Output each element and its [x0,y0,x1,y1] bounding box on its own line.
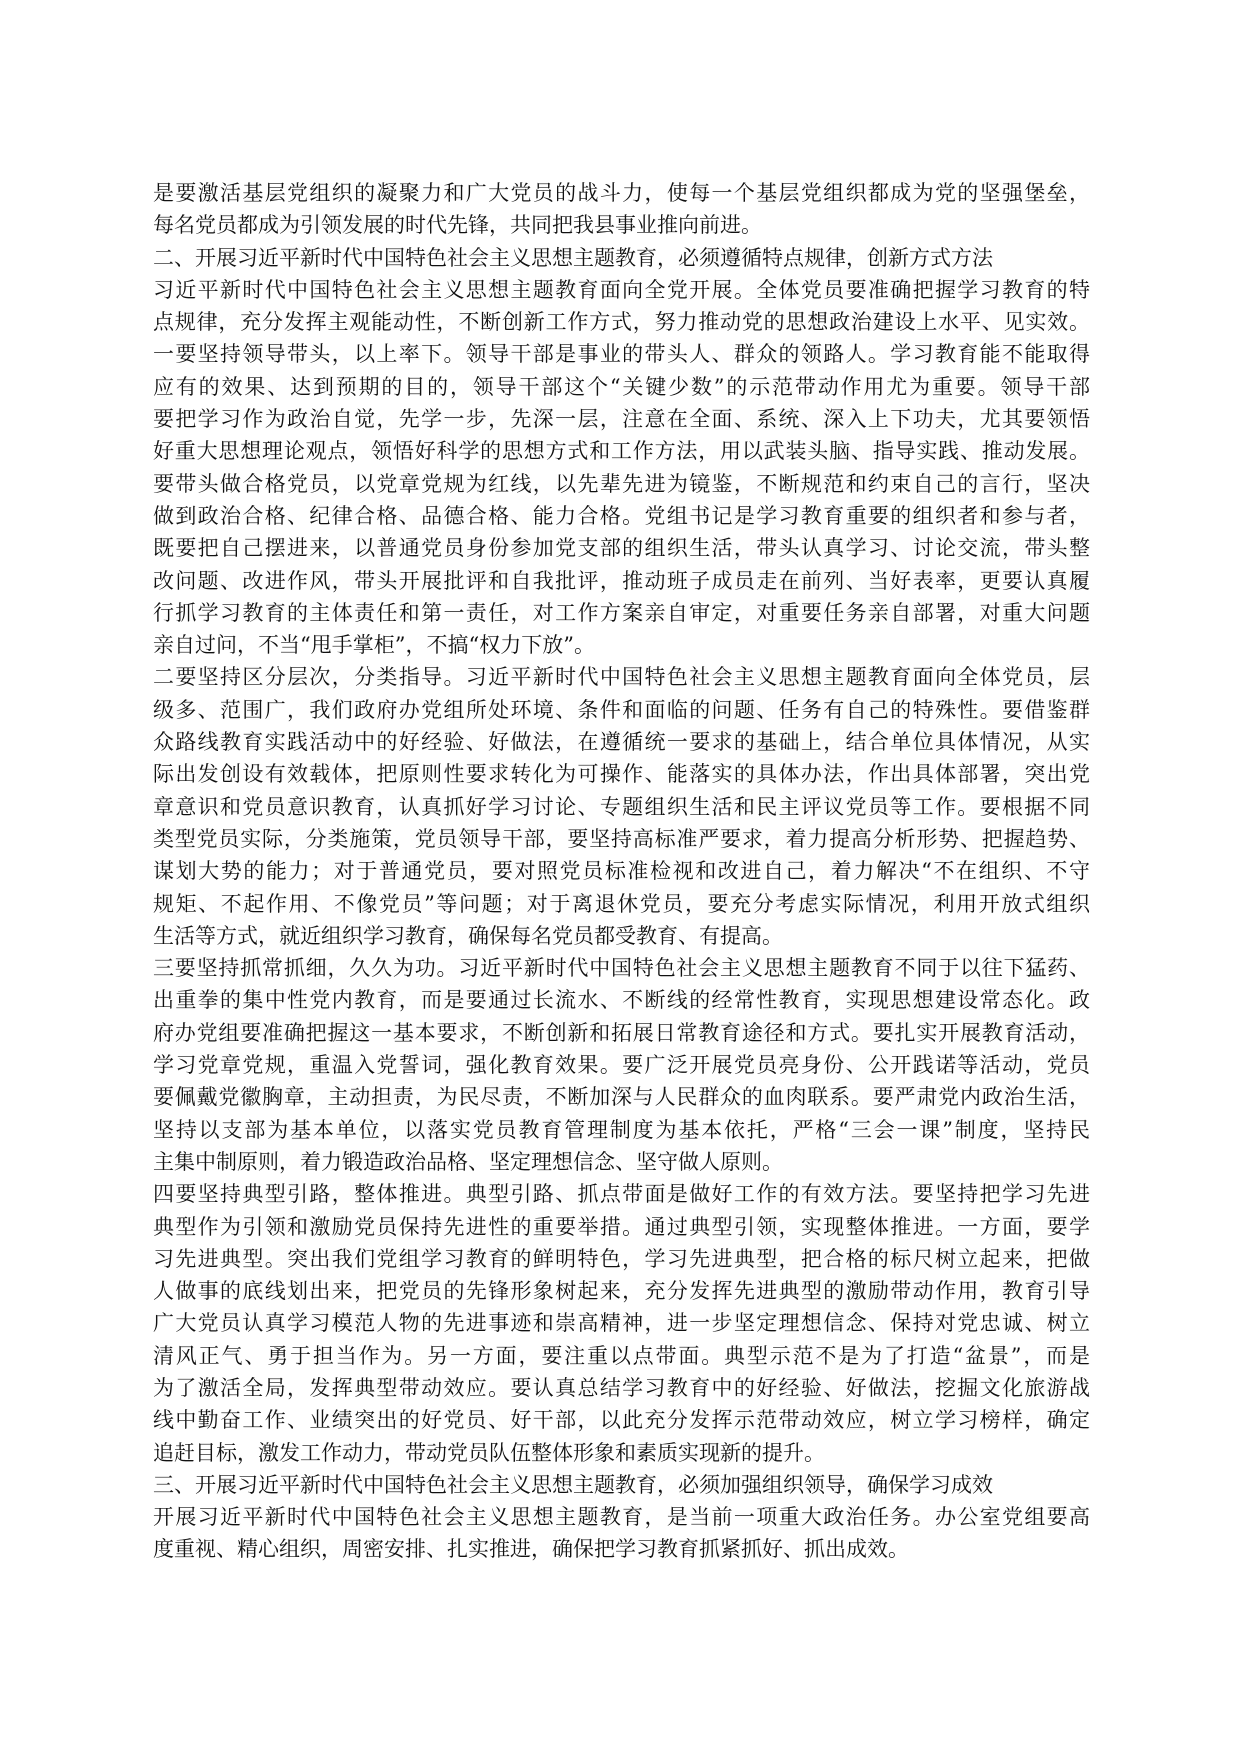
text-line: 点规律，充分发挥主观能动性，不断创新工作方式，努力推动党的思想政治建设上水平、见实效。 [153,310,1090,335]
text-line: 行抓学习教育的主体责任和第一责任，对工作方案亲自审定，对重要任务亲自部署，对重大问题 [153,600,1090,625]
text-line: 改问题、改进作风，带头开展批评和自我批评，推动班子成员走在前列、当好表率，更要认真履 [153,568,1090,593]
text-line: 级多、范围广，我们政府办党组所处环境、条件和面临的问题、任务有自己的特殊性。要借鉴群 [153,697,1090,722]
text-line: 追赶目标，激发工作动力，带动党员队伍整体形象和素质实现新的提升。 [153,1440,825,1465]
document-body [153,177,1090,1566]
text-line: 众路线教育实践活动中的好经验、好做法，在遵循统一要求的基础上，结合单位具体情况，从实 [153,730,1090,755]
text-line: 是要激活基层党组织的凝聚力和广大党员的战斗力，使每一个基层党组织都成为党的坚强堡垒， [153,181,1090,205]
text-line: 好重大思想理论观点，领悟好科学的思想方式和工作方法，用以武装头脑、指导实践、推动发展。 [153,439,1090,464]
text-line: 坚持以支部为基本单位，以落实党员教育管理制度为基本依托，严格“三会一课”制度，坚持民 [153,1117,1090,1142]
text-line: 应有的效果、达到预期的目的，领导干部这个“关键少数”的示范带动作用尤为重要。领导干部 [153,374,1090,399]
text-line: 线中勤奋工作、业绩突出的好党员、好干部，以此充分发挥示范带动效应，树立学习榜样，确定 [153,1408,1090,1433]
text-line: 一要坚持领导带头，以上率下。领导干部是事业的带头人、群众的领路人。学习教育能不能取得 [153,342,1090,367]
text-line: 人做事的底线划出来，把党员的先锋形象树起来，充分发挥先进典型的激励带动作用，教育引导 [153,1279,1090,1304]
text-line: 广大党员认真学习模范人物的先进事迹和崇高精神，进一步坚定理想信念、保持对党忠诚、树立 [153,1311,1090,1336]
text-line: 谋划大势的能力；对于普通党员，要对照党员标准检视和改进自己，着力解决“不在组织、不守 [153,859,1090,884]
text-line: 际出发创设有效载体，把原则性要求转化为可操作、能落实的具体办法，作出具体部署，突出党 [153,762,1090,787]
text-line: 每名党员都成为引领发展的时代先锋，共同把我县事业推向前进。 [153,213,762,238]
text-line: 四要坚持典型引路，整体推进。典型引路、抓点带面是做好工作的有效方法。要坚持把学习先进 [153,1182,1090,1207]
text-line: 既要把自己摆进来，以普通党员身份参加党支部的组织生活，带头认真学习、讨论交流，带头整 [153,536,1090,561]
text-line: 清风正气、勇于担当作为。另一方面，要注重以点带面。典型示范不是为了打造“盆景”，而是 [153,1343,1090,1368]
text-line: 三、开展习近平新时代中国特色社会主义思想主题教育，必须加强组织领导，确保学习成效 [153,1472,993,1497]
text-line: 为了激活全局，发挥典型带动效应。要认真总结学习教育中的好经验、好做法，挖掘文化旅游战 [153,1375,1090,1400]
text-line: 规矩、不起作用、不像党员”等问题；对于离退休党员，要充分考虑实际情况，利用开放式组织 [153,891,1090,916]
text-line: 习先进典型。突出我们党组学习教育的鲜明特色，学习先进典型，把合格的标尺树立起来，把做 [153,1246,1090,1271]
text-line: 主集中制原则，着力锻造政治品格、坚定理想信念、坚守做人原则。 [153,1149,783,1174]
text-line: 类型党员实际，分类施策，党员领导干部，要坚持高标准严要求，着力提高分析形势、把握趋势、 [153,826,1090,851]
text-line: 亲自过问，不当“甩手掌柜”，不搞“权力下放”。 [153,633,595,658]
text-line: 要带头做合格党员，以党章党规为红线，以先辈先进为镜鉴，不断规范和约束自己的言行，坚决 [153,471,1090,496]
text-line: 府办党组要准确把握这一基本要求，不断创新和拓展日常教育途径和方式。要扎实开展教育活动， [153,1020,1090,1045]
text-line: 生活等方式，就近组织学习教育，确保每名党员都受教育、有提高。 [153,923,783,948]
text-line: 做到政治合格、纪律合格、品德合格、能力合格。党组书记是学习教育重要的组织者和参与者， [153,503,1090,528]
text-line: 度重视、精心组织，周密安排、扎实推进，确保把学习教育抓紧抓好、抓出成效。 [153,1537,909,1562]
text-line: 出重拳的集中性党内教育，而是要通过长流水、不断线的经常性教育，实现思想建设常态化。政 [153,988,1090,1013]
text-line: 开展习近平新时代中国特色社会主义思想主题教育，是当前一项重大政治任务。办公室党组要高 [153,1505,1090,1530]
text-line: 学习党章党规，重温入党誓词，强化教育效果。要广泛开展党员亮身份、公开践诺等活动，党员 [153,1053,1090,1078]
text-line: 习近平新时代中国特色社会主义思想主题教育面向全党开展。全体党员要准确把握学习教育的特 [153,277,1090,302]
text-line: 二、开展习近平新时代中国特色社会主义思想主题教育，必须遵循特点规律，创新方式方法 [153,245,993,270]
text-line: 三要坚持抓常抓细，久久为功。习近平新时代中国特色社会主义思想主题教育不同于以往下猛药、 [153,956,1090,981]
text-line: 要把学习作为政治自觉，先学一步，先深一层，注意在全面、系统、深入上下功夫，尤其要领悟 [153,407,1090,432]
text-line: 章意识和党员意识教育，认真抓好学习讨论、专题组织生活和民主评议党员等工作。要根据不同 [153,794,1090,819]
text-line: 二要坚持区分层次，分类指导。习近平新时代中国特色社会主义思想主题教育面向全体党员，层 [153,665,1090,690]
text-line: 要佩戴党徽胸章，主动担责，为民尽责，不断加深与人民群众的血肉联系。要严肃党内政治生活， [153,1085,1090,1110]
text-line: 典型作为引领和激励党员保持先进性的重要举措。通过典型引领，实现整体推进。一方面，要学 [153,1214,1090,1239]
